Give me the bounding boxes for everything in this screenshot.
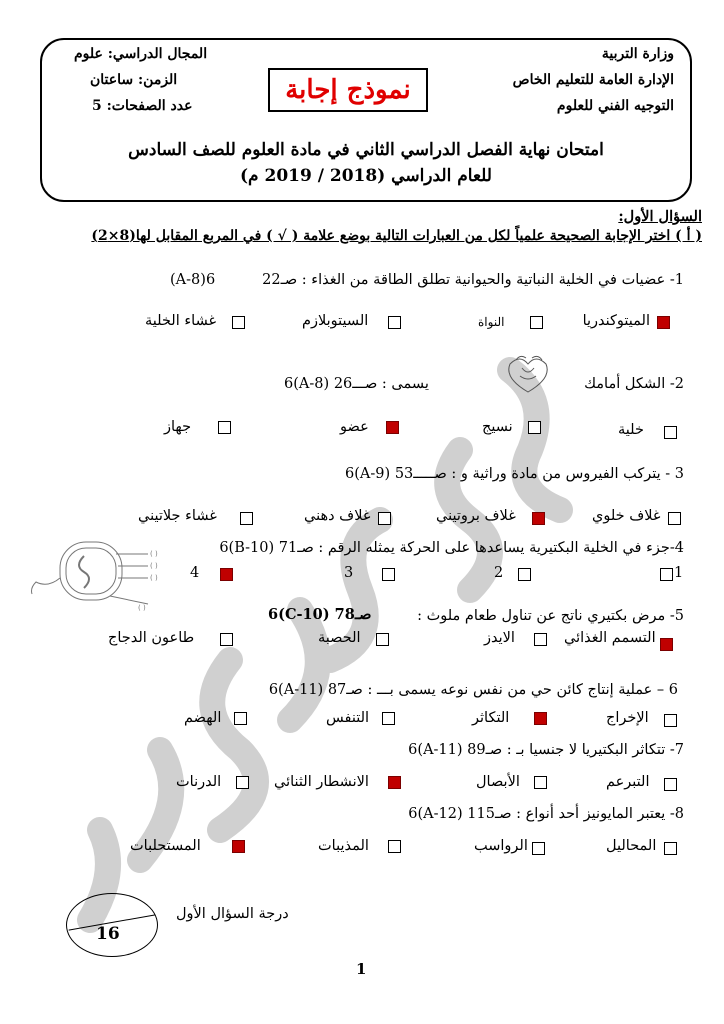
section-heading: السؤال الأول: (618, 208, 702, 225)
section-instruction: ( أ ) اختر الإجابة الصحيحة علمياً لكل من العبارات التالية بوضع علامة ( √ ) في المربع المقابل لها(8×2) (91, 228, 702, 244)
q8-option-3-label: المذيبات (318, 838, 369, 854)
q5-option-2-checkbox[interactable] (534, 633, 547, 646)
q5-option-4-checkbox[interactable] (220, 633, 233, 646)
q6-option-1-label: الإخراج (606, 710, 649, 726)
q5-option-1-label: التسمم الغذائي (564, 630, 656, 646)
q2-option-2-label: نسيج (482, 419, 513, 435)
q3-option-4-label: غشاء جلاتيني (138, 508, 217, 524)
svg-text:( ): ( ) (150, 550, 158, 558)
q2-option-1-label: خلية (618, 422, 644, 438)
q3-option-3-checkbox[interactable] (378, 512, 391, 525)
q5-option-1-checkbox[interactable] (660, 638, 673, 651)
q1-option-4-label: غشاء الخلية (145, 313, 217, 329)
q3-option-3-label: غلاف دهني (304, 508, 371, 524)
q4-option-3-label: 3 (344, 565, 354, 581)
q3-option-4-checkbox[interactable] (240, 512, 253, 525)
svg-text:( ): ( ) (150, 562, 158, 570)
question-3-text: 3 - يتركب الفيروس من مادة وراثية و : صـــــ53 (A-9)6 (345, 466, 684, 482)
q6-option-2-checkbox[interactable] (534, 712, 547, 725)
q3-option-2-label: غلاف بروتيني (436, 508, 516, 524)
svg-text:( ): ( ) (150, 574, 158, 582)
q8-option-1-label: المحاليل (606, 838, 657, 854)
q7-option-1-checkbox[interactable] (664, 778, 677, 791)
exam-year: للعام الدراسي (2018 / 2019 م) (240, 166, 492, 186)
q6-option-2-label: التكاثر (472, 710, 510, 726)
exam-title: امتحان نهاية الفصل الدراسي الثاني في مادة العلوم للصف السادس (128, 140, 604, 160)
q5-option-2-label: الايدز (484, 630, 515, 646)
q1-option-3-label: السيتوبلازم (302, 313, 369, 329)
q6-option-3-label: التنفس (326, 710, 370, 726)
question-2-text-end: يسمى : صـــ26 (8-A)6 (284, 376, 429, 392)
q5-option-3-label: الحصبة (318, 630, 361, 646)
q2-option-3-checkbox[interactable] (386, 421, 399, 434)
question-1-text: 1- عضيات في الخلية النباتية والحيوانية تطلق الطاقة من الغذاء : صـ22 (262, 272, 684, 288)
q1-option-1-label: الميتوكندريا (582, 313, 650, 329)
q3-option-2-checkbox[interactable] (532, 512, 545, 525)
q2-option-4-checkbox[interactable] (218, 421, 231, 434)
answer-key-stamp: نموذج إجابة (268, 68, 428, 112)
question-1-ref: 6(A-8) (170, 272, 216, 288)
q1-option-2-label: النواة (478, 315, 505, 329)
q1-option-3-checkbox[interactable] (388, 316, 401, 329)
q7-option-4-label: الدرنات (176, 774, 222, 790)
svg-text:( ): ( ) (138, 604, 146, 612)
q8-option-1-checkbox[interactable] (664, 842, 677, 855)
q7-option-3-checkbox[interactable] (388, 776, 401, 789)
pages-field: عدد الصفحات: 5 (92, 98, 193, 114)
q4-option-1-checkbox[interactable] (660, 568, 673, 581)
question-7-text: 7- تتكاثر البكتيريا لا جنسيا بـ : صـ89 (A-11)6 (408, 742, 684, 758)
q7-option-2-label: الأبصال (476, 774, 520, 790)
subject-field: المجال الدراسي: علوم (74, 46, 208, 62)
q4-option-3-checkbox[interactable] (382, 568, 395, 581)
q6-option-3-checkbox[interactable] (382, 712, 395, 725)
q2-option-2-checkbox[interactable] (528, 421, 541, 434)
ministry-name: وزارة التربية (601, 46, 674, 62)
q2-option-1-checkbox[interactable] (664, 426, 677, 439)
q3-option-1-label: غلاف خلوي (592, 508, 661, 524)
question-6-text: 6 – عملية إنتاج كائن حي من نفس نوعه يسمى بـــ : صـ87 (A-11)6 (268, 682, 678, 698)
q4-option-2-checkbox[interactable] (518, 568, 531, 581)
duration-field: الزمن: ساعتان (90, 72, 178, 88)
q4-option-4-checkbox[interactable] (220, 568, 233, 581)
question-4-text: 4-جزء في الخلية البكتيرية يساعدها على الحركة يمثله الرقم : صـ71 (B-10)6 (219, 540, 684, 556)
q2-option-3-label: عضو (340, 419, 369, 435)
q6-option-1-checkbox[interactable] (664, 714, 677, 727)
q4-option-1-label: 1 (674, 565, 684, 581)
q2-option-4-label: جهاز (164, 419, 192, 435)
q5-option-3-checkbox[interactable] (376, 633, 389, 646)
q1-option-2-checkbox[interactable] (530, 316, 543, 329)
q4-option-2-label: 2 (494, 565, 504, 581)
q1-option-4-checkbox[interactable] (232, 316, 245, 329)
q8-option-2-label: الرواسب (474, 838, 528, 854)
q8-option-2-checkbox[interactable] (532, 842, 545, 855)
bacteria-diagram (30, 538, 160, 614)
q6-option-4-label: الهضم (184, 710, 222, 726)
q1-option-1-checkbox[interactable] (657, 316, 670, 329)
score-value: 16 (96, 924, 120, 944)
supervision-name: التوجيه الفني للعلوم (556, 98, 674, 114)
question-5-ref: صـ78 (C-10)6 (268, 606, 372, 623)
q6-option-4-checkbox[interactable] (234, 712, 247, 725)
score-label: درجة السؤال الأول (176, 906, 289, 922)
q7-option-1-label: التبرعم (606, 774, 650, 790)
q5-option-4-label: طاعون الدجاج (108, 630, 195, 646)
department-name: الإدارة العامة للتعليم الخاص (512, 72, 674, 88)
q8-option-3-checkbox[interactable] (388, 840, 401, 853)
heart-organ-image (502, 354, 556, 396)
q8-option-4-label: المستحلبات (130, 838, 201, 854)
q4-option-4-label: 4 (190, 565, 200, 581)
page-number: 1 (356, 960, 367, 978)
q3-option-1-checkbox[interactable] (668, 512, 681, 525)
q7-option-3-label: الانشطار الثنائي (274, 774, 369, 790)
q7-option-4-checkbox[interactable] (236, 776, 249, 789)
question-5-text: 5- مرض بكتيري ناتج عن تناول طعام ملوث : (417, 608, 684, 624)
question-2-text: 2- الشكل أمامك (584, 376, 684, 392)
q7-option-2-checkbox[interactable] (534, 776, 547, 789)
question-8-text: 8- يعتبر المايونيز أحد أنواع : صـ115 (A-12)6 (408, 806, 684, 822)
q8-option-4-checkbox[interactable] (232, 840, 245, 853)
